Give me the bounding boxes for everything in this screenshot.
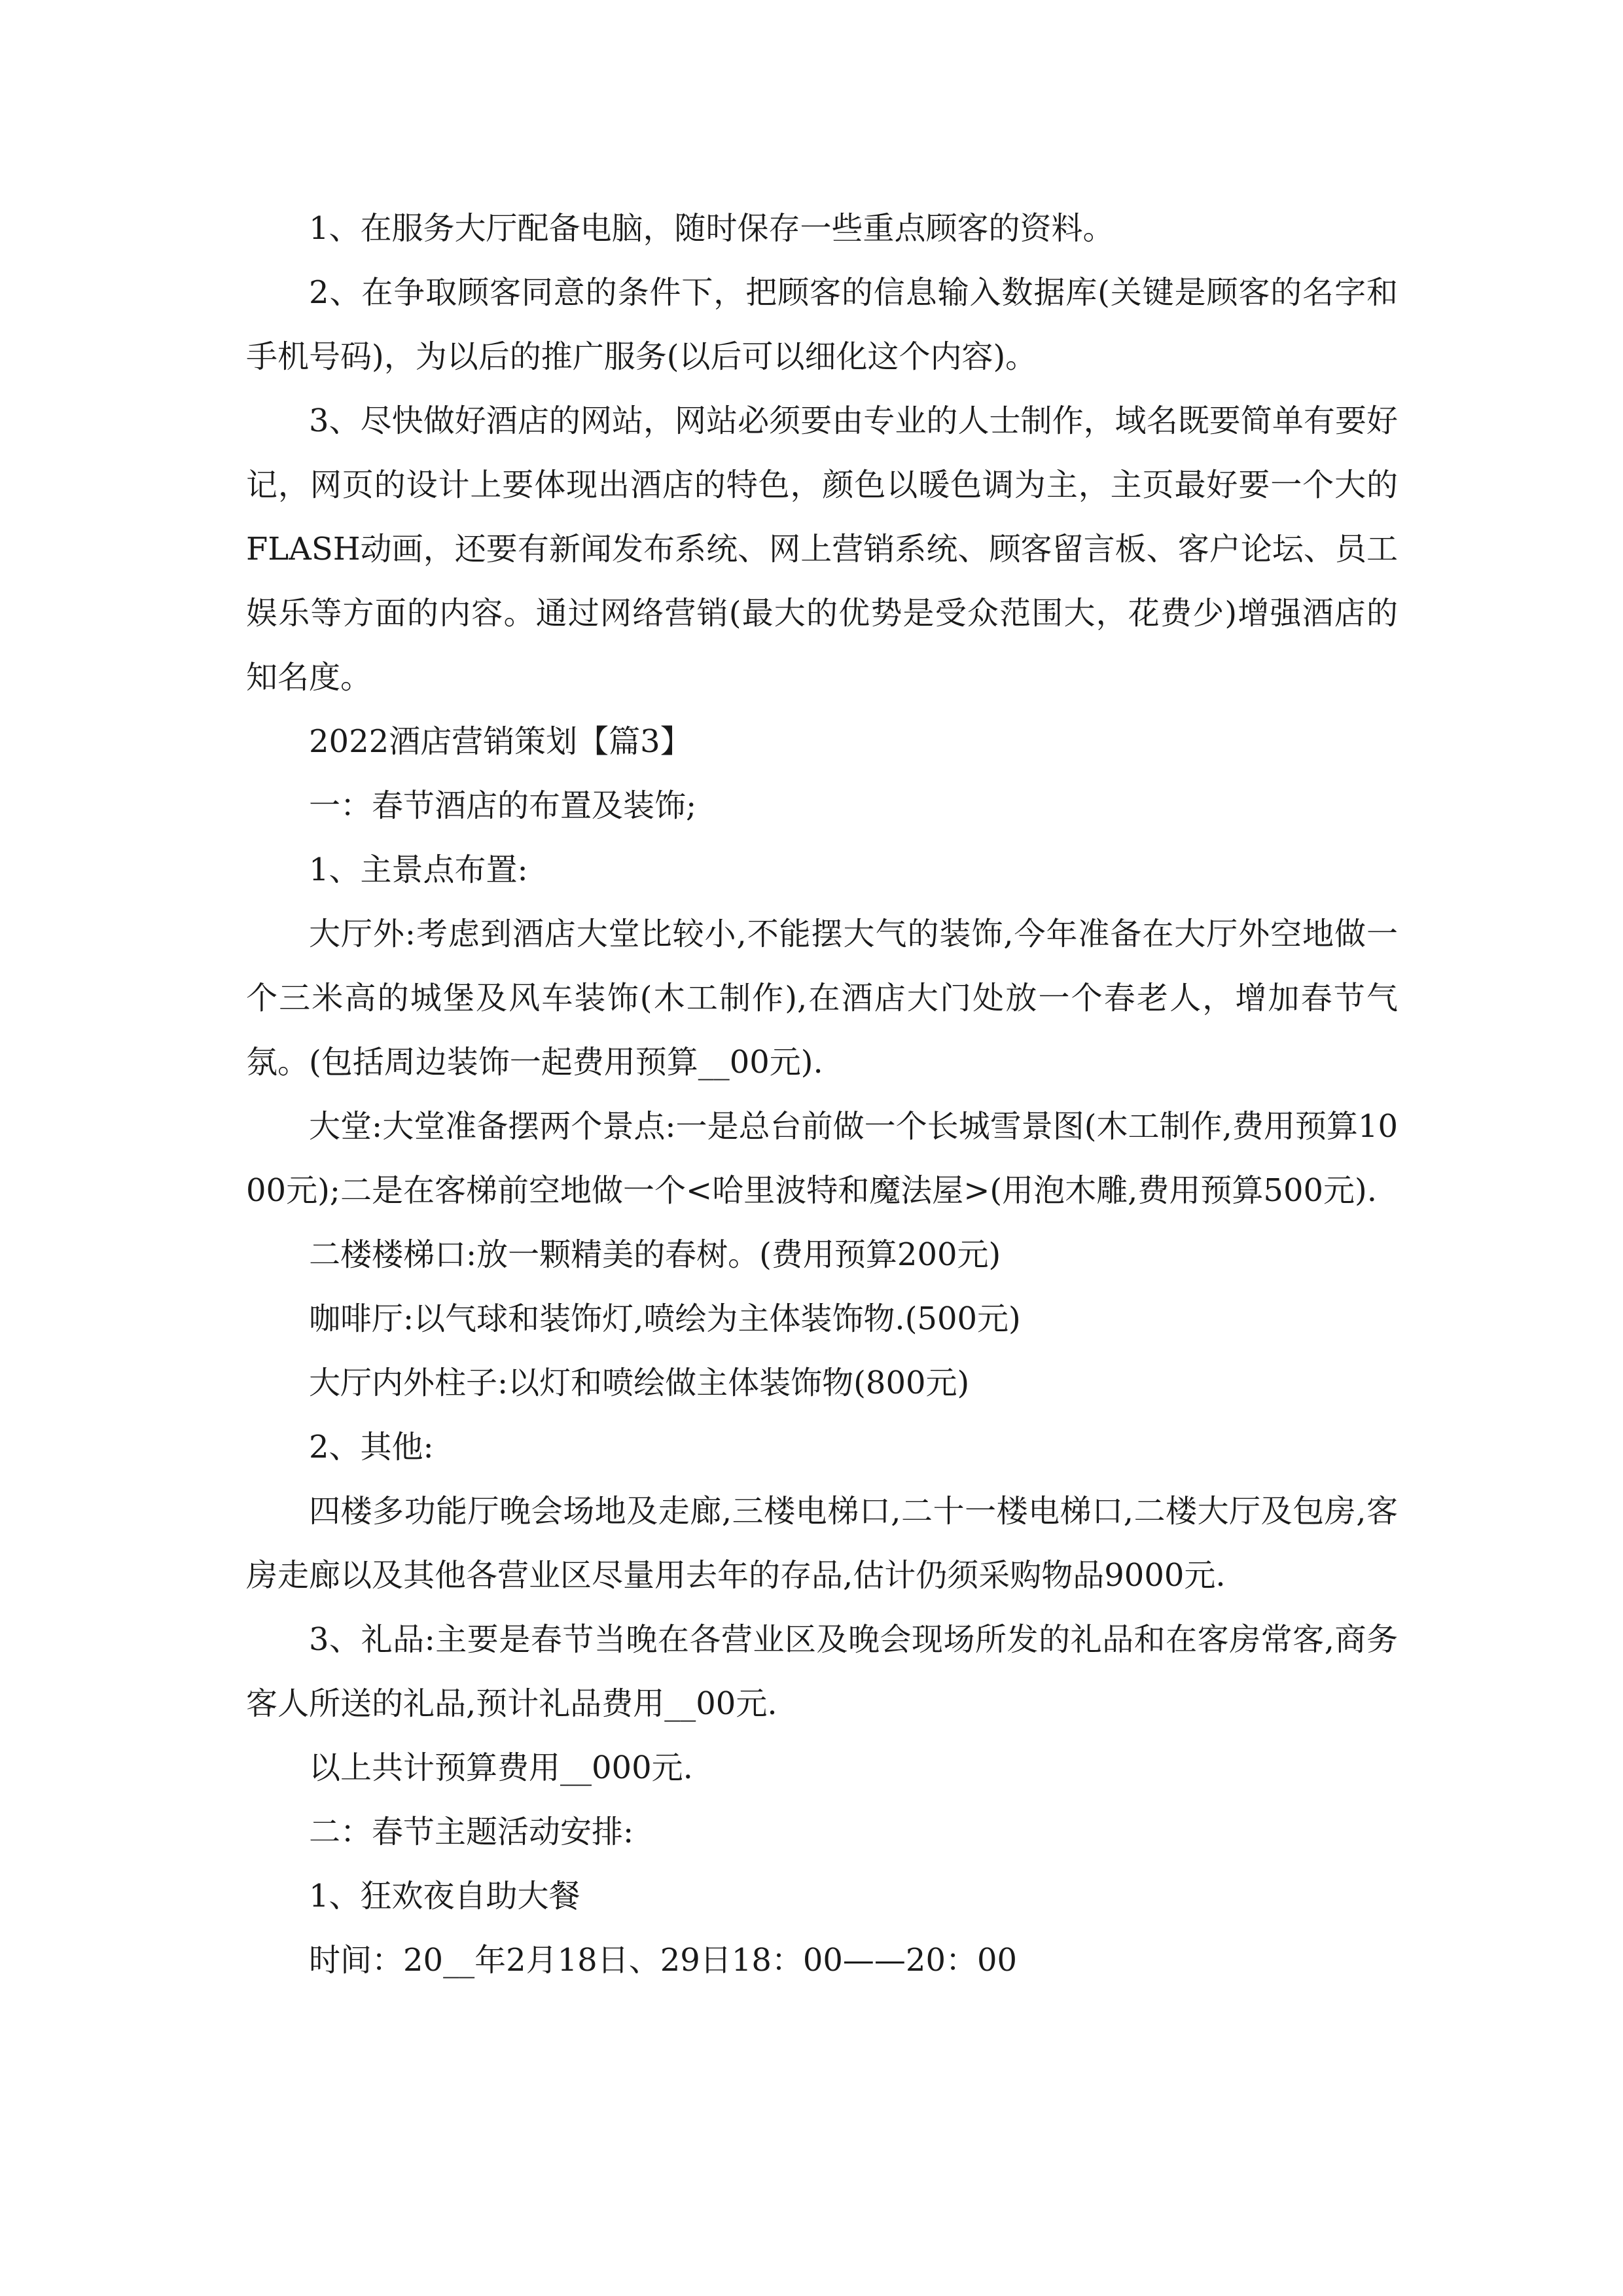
paragraph-13: 四楼多功能厅晚会场地及走廊,三楼电梯口,二十一楼电梯口,二楼大厅及包房,客房走廊以及其他各营业区尽量用去年的存品,估计仍须采购物品9000元. [246,1493,1398,1594]
section-heading: 2022酒店营销策划【篇3】 [309,723,692,760]
paragraph-9: 二楼楼梯口:放一颗精美的春树。(费用预算200元) [309,1236,1001,1273]
paragraph-11: 大厅内外柱子:以灯和喷绘做主体装饰物(800元) [309,1365,970,1401]
paragraph-7: 大厅外:考虑到酒店大堂比较小,不能摆大气的装饰,今年准备在大厅外空地做一个三米高的城堡及风车装饰(木工制作),在酒店大门处放一个春老人，增加春节气氛。(包括周边装饰一起费用预算__00元). [246,916,1398,1081]
paragraph-18: 时间：20__年2月18日、29日18：00——20：00 [309,1942,1018,1979]
paragraph-15: 以上共计预算费用__000元. [309,1749,693,1786]
paragraph-14: 3、礼品:主要是春节当晚在各营业区及晚会现场所发的礼品和在客房常客,商务客人所送的礼品,预计礼品费用__00元. [246,1621,1398,1722]
paragraph-2: 2、在争取顾客同意的条件下，把顾客的信息输入数据库(关键是顾客的名字和手机号码)，为以后的推广服务(以后可以细化这个内容)。 [246,274,1398,375]
paragraph-1: 1、在服务大厅配备电脑，随时保存一些重点顾客的资料。 [309,210,1115,247]
paragraph-17: 1、狂欢夜自助大餐 [309,1878,580,1914]
paragraph-16: 二：春节主题活动安排: [309,1814,634,1850]
document-body [246,196,1398,1992]
paragraph-8: 大堂:大堂准备摆两个景点:一是总台前做一个长城雪景图(木工制作,费用预算1000元);二是在客梯前空地做一个<哈里波特和魔法屋>(用泡木雕,费用预算500元). [246,1108,1398,1209]
paragraph-6: 1、主景点布置: [309,852,528,888]
paragraph-12: 2、其他: [309,1429,434,1465]
paragraph-5: 一：春节酒店的布置及装饰; [309,787,697,824]
paragraph-3: 3、尽快做好酒店的网站，网站必须要由专业的人士制作，域名既要简单有要好记，网页的设计上要体现出酒店的特色，颜色以暖色调为主，主页最好要一个大的FLASH动画，还要有新闻发布系统、网上营销系统、顾客留言板、客户论坛、员工娱乐等方面的内容。通过网络营销(最大的优势是受众范围大，花费少)增强酒店的知名度。 [246,403,1398,696]
paragraph-10: 咖啡厅:以气球和装饰灯,喷绘为主体装饰物.(500元) [309,1300,1021,1337]
